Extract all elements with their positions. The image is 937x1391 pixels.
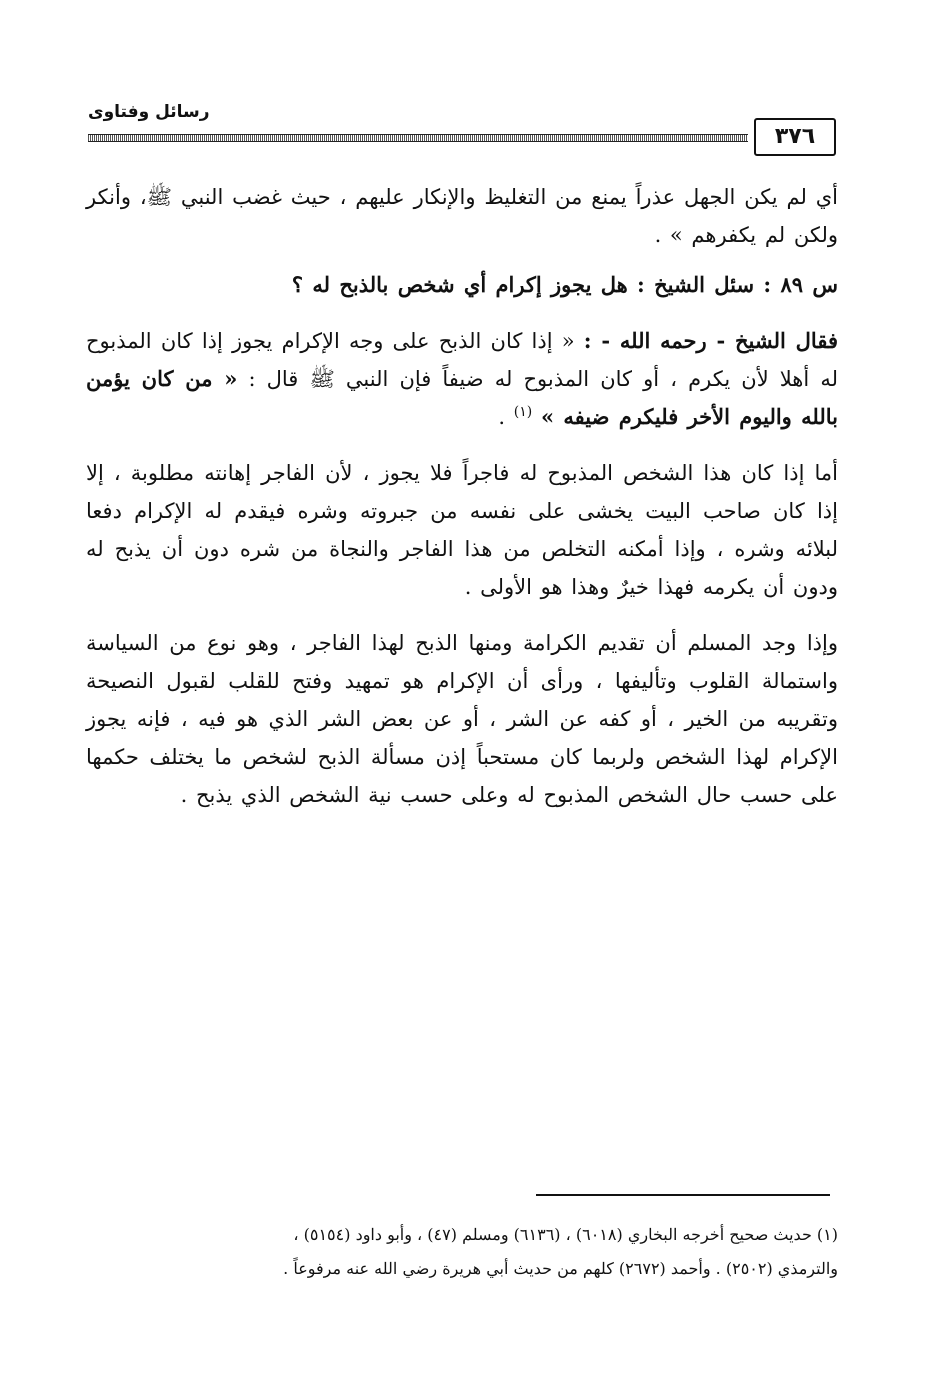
paragraph-continuation: أي لم يكن الجهل عذراً يمنع من التغليظ والإنكار عليهم ، حيث غضب النبي ﷺ، وأنكر ولكن لم يكفرهم » . [86,185,838,247]
main-text [86,178,838,814]
footnotes [86,1218,838,1286]
page-number: ٣٧٦ [754,118,836,156]
footnote-divider [536,1194,830,1196]
footnote-line-1: (١) حديث صحيح أخرجه البخاري (٦٠١٨) ، (٦١٣٦) ومسلم (٤٧) ، وأبو داود (٥١٥٤) ، [293,1225,838,1244]
paragraph-sinner: أما إذا كان هذا الشخص المذبوح له فاجراً فلا يجوز ، لأن الفاجر إهانته مطلوبة ، إلا إذا كان صاحب البيت يخشى على نفسه من جبروته وشره فيقدم له الإكرام دفعا لبلائه وشره ، وإذا أمكنه التخلص من هذا الفاجر والنجاة من شره دون أن يذبح له ودون أن يكرمه فهذا خيرٌ وهذا هو الأولى . [86,461,838,599]
answer-end: . [498,405,506,429]
book-title: رسائل وفتاوى [88,102,210,122]
footnote-line-2: والترمذي (٢٥٠٢) . وأحمد (٢٦٧٢) كلهم من حديث أبي هريرة رضي الله عنه مرفوعاً . [283,1259,838,1278]
hadith-quote: « من كان يؤمن بالله واليوم الأخر فليكرم ضيفه » [86,366,838,429]
answer-label: فقال الشيخ - رحمه الله - : [583,328,838,353]
header-rule [88,134,748,142]
answer-paragraph [86,322,838,436]
footnote-reference: (١) [513,404,533,420]
paragraph-ruling: وإذا وجد المسلم أن تقديم الكرامة ومنها الذبح لهذا الفاجر ، وهو نوع من السياسة واستمالة القلوب وتأليفها ، ورأى أن الإكرام هو تمهيد وفتح للقلب لقبول النصيحة وتقريبه من الخير ، أو كفه عن الشر ، أو عن بعض الشر الذي هو فيه ، فإنه يجوز الإكرام لهذا الشخص ولربما كان مستحباً إذن مسألة الذبح لشخص ما يختلف حكمها على حسب حال الشخص المذبوح له وعلى حسب نية الشخص الذي يذبح . [86,631,838,807]
question-heading: س ٨٩ : سئل الشيخ : هل يجوز إكرام أي شخص بالذبح له ؟ [291,272,838,297]
answer-text: « إذا كان الذبح على وجه الإكرام يجوز إذا كان المذبوح له أهلا لأن يكرم ، أو كان المذبوح له ضيفاً فإن النبي ﷺ قال : [86,329,838,391]
running-header [88,100,836,156]
